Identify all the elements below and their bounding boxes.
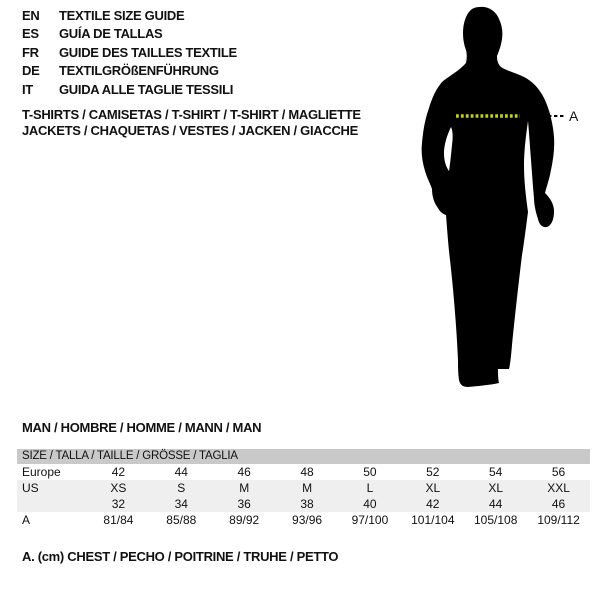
- table-cell: 38: [300, 497, 314, 511]
- language-guide-title: TEXTILGRÖßENFÜHRUNG: [59, 63, 219, 79]
- language-row: [22, 44, 237, 62]
- row-label: Europe: [22, 465, 61, 479]
- man-silhouette: [422, 7, 555, 387]
- table-row-us: [17, 480, 590, 496]
- table-cell: 46: [551, 497, 566, 511]
- table-cell: 32: [111, 497, 126, 511]
- language-guide-title: GUIDA ALLE TAGLIE TESSILI: [59, 81, 234, 97]
- table-cell: 56: [551, 465, 566, 479]
- section-heading-man: MAN / HOMBRE / HOMME / MANN / MAN: [22, 420, 262, 435]
- table-cell: 42: [426, 497, 440, 511]
- row-label: US: [22, 481, 39, 495]
- table-cell: 34: [174, 497, 188, 511]
- man-silhouette-svg: [402, 5, 587, 395]
- table-cell: 42: [111, 465, 126, 479]
- language-code: ES: [22, 26, 39, 42]
- language-code: FR: [22, 44, 39, 60]
- table-cell: 85/88: [166, 513, 197, 527]
- table-cell: 44: [174, 465, 188, 479]
- table-cell: 93/96: [292, 513, 323, 527]
- language-guide-title: TEXTILE SIZE GUIDE: [59, 8, 185, 23]
- table-cell: 46: [237, 465, 251, 479]
- table-row-chest-a: [17, 512, 590, 528]
- table-cell: 36: [237, 497, 251, 511]
- language-row: [22, 25, 237, 43]
- table-cell: XL: [425, 481, 441, 495]
- table-cell: 101/104: [411, 513, 455, 527]
- table-cell: S: [177, 481, 186, 495]
- chest-measure-label: A: [569, 108, 579, 124]
- table-cell: M: [239, 481, 250, 495]
- man-measurement-figure: [402, 5, 587, 395]
- language-row: [22, 62, 237, 80]
- table-cell: XXL: [547, 481, 570, 495]
- table-cell: 54: [489, 465, 503, 479]
- garment-types-tshirts: T-SHIRTS / CAMISETAS / T-SHIRT / T-SHIRT / MAGLIETTE: [22, 107, 361, 122]
- table-cell: XS: [110, 481, 127, 495]
- table-row-europe: [17, 464, 590, 480]
- table-cell: 48: [300, 465, 314, 479]
- size-table-header: SIZE / TALLA / TAILLE / GRÖSSE / TAGLIA: [17, 449, 590, 464]
- language-guide-title: GUIDE DES TAILLES TEXTILE: [59, 44, 237, 60]
- table-cell: 97/100: [351, 513, 389, 527]
- table-cell: 109/112: [537, 513, 580, 527]
- size-table: [17, 449, 590, 528]
- table-row-numeric: [17, 496, 590, 512]
- table-cell: 89/92: [229, 513, 260, 527]
- language-row: [22, 81, 237, 99]
- table-cell: 105/108: [473, 513, 518, 527]
- language-code: IT: [22, 81, 33, 97]
- row-label: A: [22, 513, 31, 527]
- garment-types: [22, 107, 361, 138]
- table-cell: 44: [489, 497, 503, 511]
- garment-types-jackets: JACKETS / CHAQUETAS / VESTES / JACKEN / GIACCHE: [22, 122, 358, 138]
- table-cell: L: [366, 481, 374, 495]
- table-cell: 52: [426, 465, 440, 479]
- table-cell: XL: [488, 481, 504, 495]
- table-cell: 81/84: [103, 513, 134, 527]
- language-guide-list: [22, 7, 237, 99]
- table-cell: M: [302, 481, 313, 495]
- table-cell: 40: [363, 497, 377, 511]
- measurement-footnote: A. (cm) CHEST / PECHO / POITRINE / TRUHE / PETTO: [22, 549, 339, 564]
- language-guide-title: GUÍA DE TALLAS: [59, 26, 163, 42]
- table-cell: 50: [363, 465, 377, 479]
- language-code: EN: [22, 8, 40, 23]
- language-row: [22, 7, 237, 25]
- language-code: DE: [22, 63, 40, 79]
